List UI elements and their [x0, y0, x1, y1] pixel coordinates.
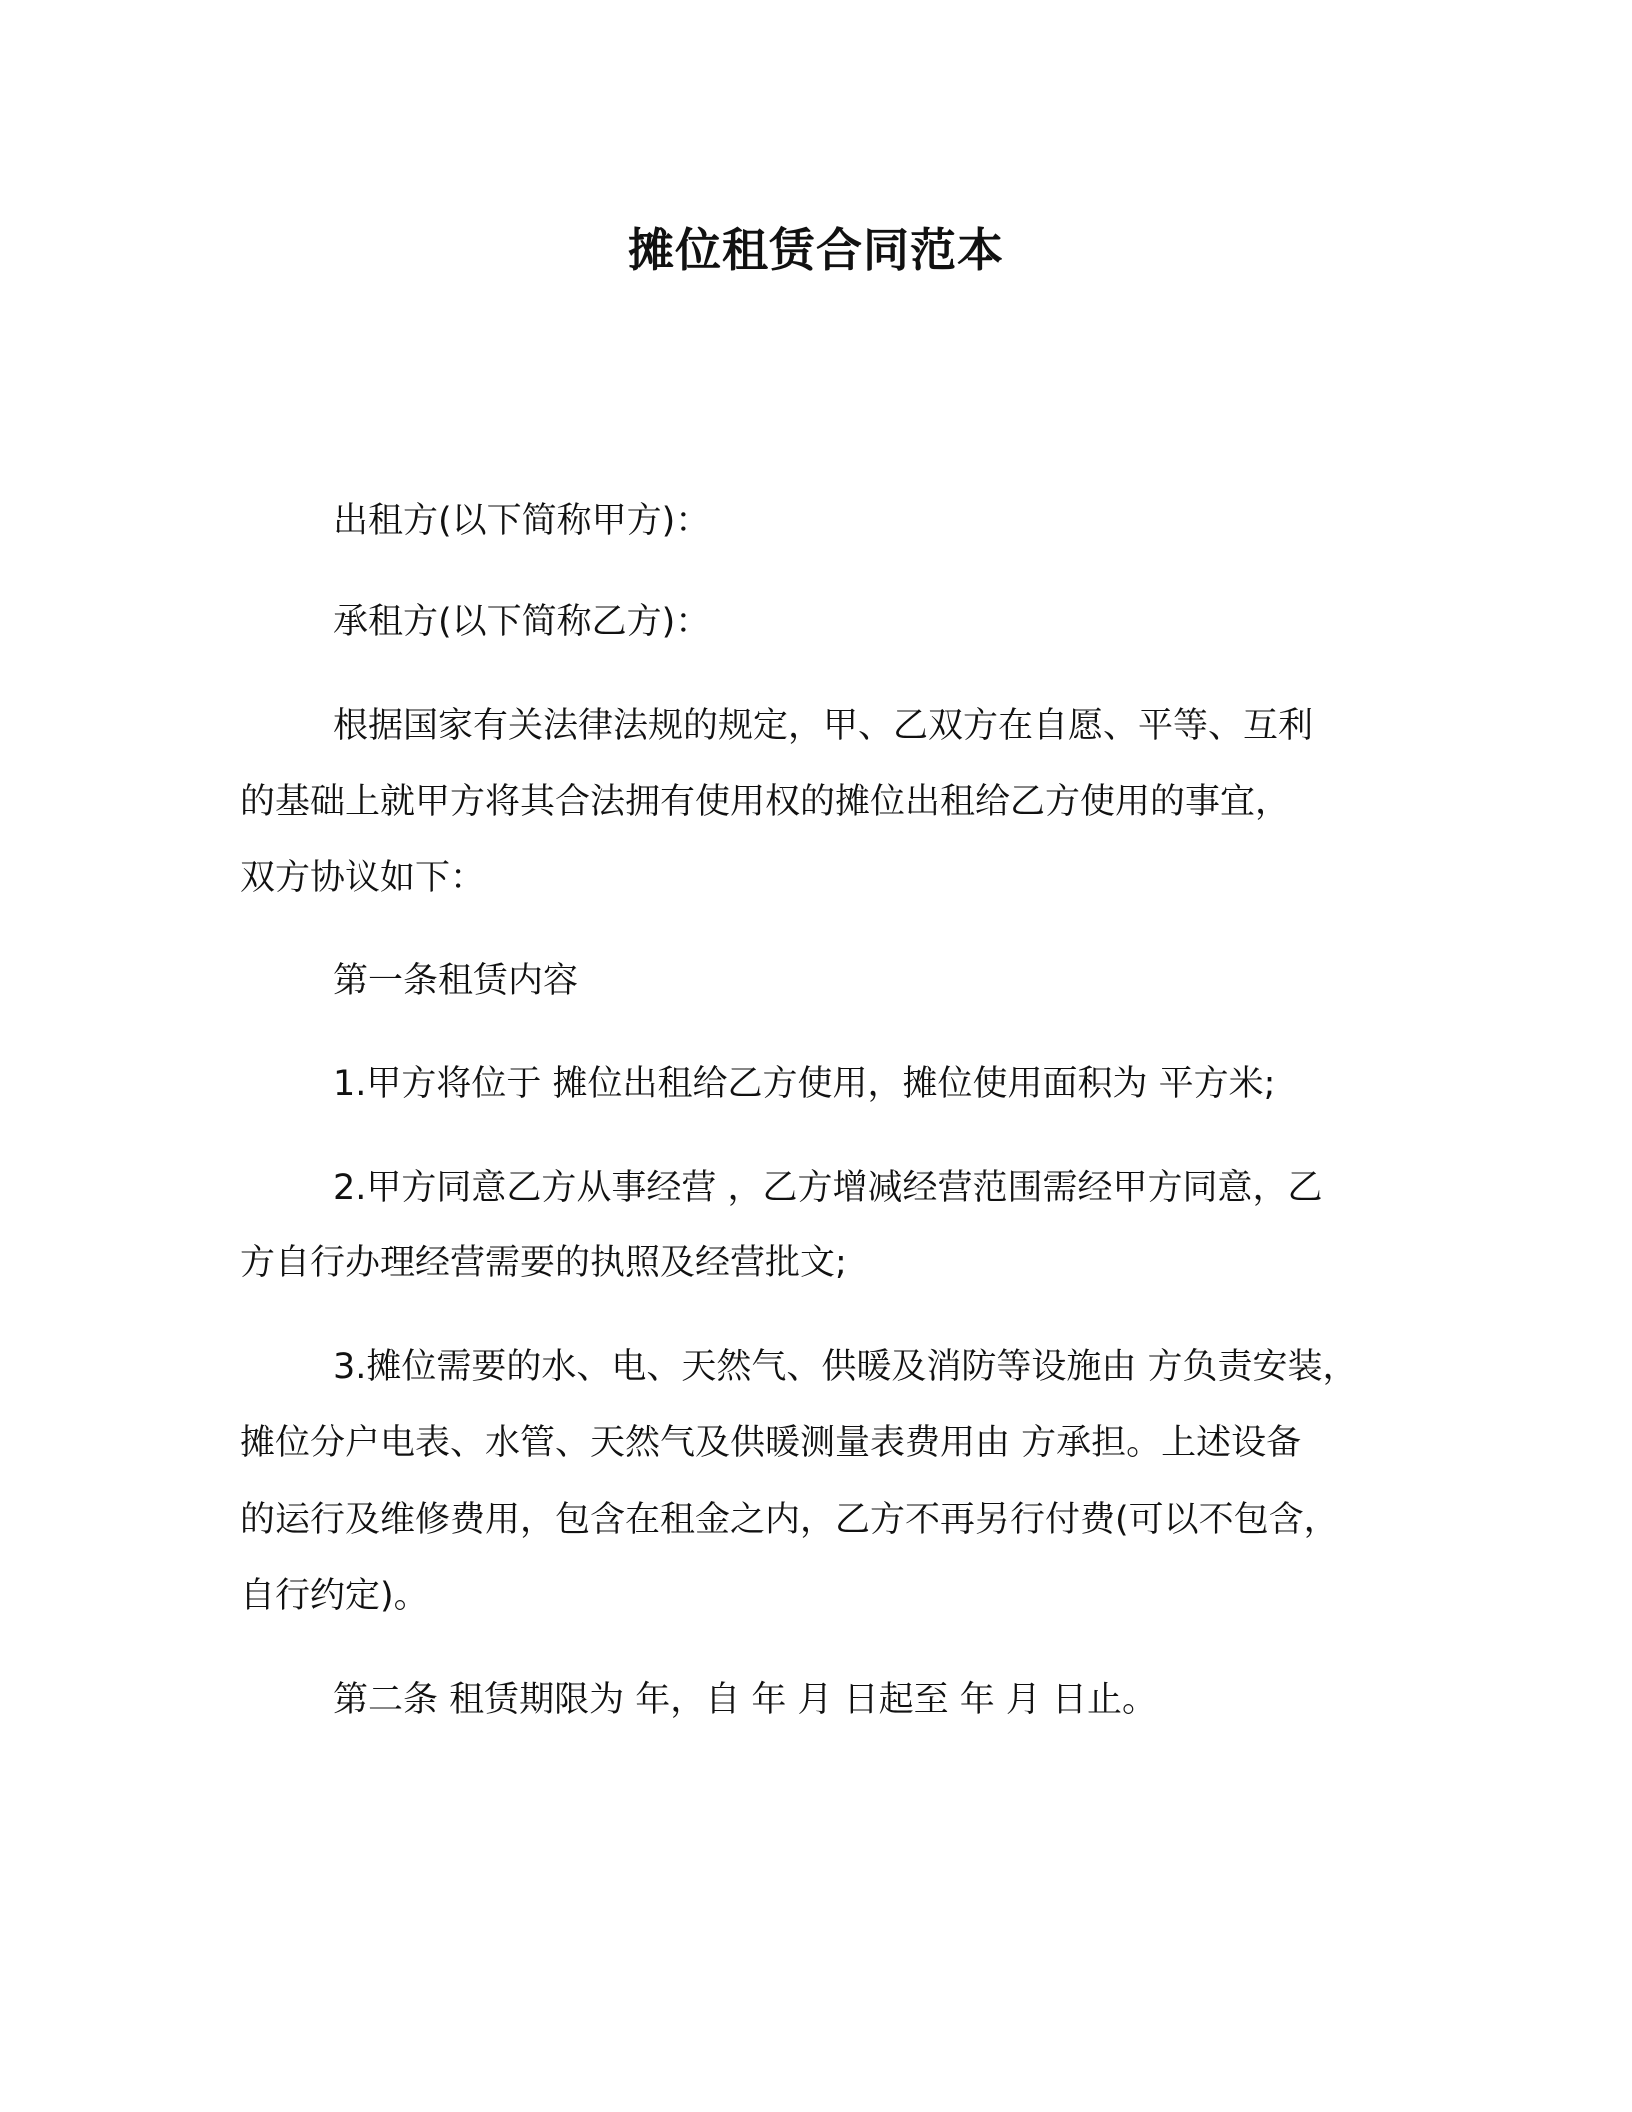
lessor-line: 出租方(以下简称甲方)：: [333, 501, 711, 541]
clause-1-3-line-4: 自行约定)。: [240, 1576, 429, 1616]
clause-1-3-line-2: 摊位分户电表、水管、天然气及供暖测量表费用由 方承担。上述设备: [240, 1423, 1302, 1463]
document-title: 摊位租赁合同范本: [628, 223, 1004, 277]
clause-1-2-line-2: 方自行办理经营需要的执照及经营批文;: [240, 1243, 847, 1283]
preamble-line-1: 根据国家有关法律法规的规定，甲、乙双方在自愿、平等、互利: [333, 706, 1314, 746]
clause-1-1: 1.甲方将位于 摊位出租给乙方使用，摊位使用面积为 平方米;: [333, 1064, 1276, 1104]
preamble-line-3: 双方协议如下：: [240, 858, 486, 898]
clause-1-3-line-3: 的运行及维修费用，包含在租金之内，乙方不再另行付费(可以不包含，: [240, 1500, 1339, 1540]
preamble-line-2: 的基础上就甲方将其合法拥有使用权的摊位出租给乙方使用的事宜，: [240, 782, 1291, 822]
article-1-heading: 第一条租赁内容: [333, 961, 579, 1001]
clause-1-2-line-1: 2.甲方同意乙方从事经营 ，乙方增减经营范围需经甲方同意，乙: [333, 1168, 1323, 1208]
article-2-term: 第二条 租赁期限为 年，自 年 月 日起至 年 月 日止。: [333, 1680, 1158, 1720]
lessee-line: 承租方(以下简称乙方)：: [333, 602, 711, 642]
clause-1-3-line-1: 3.摊位需要的水、电、天然气、供暖及消防等设施由 方负责安装，: [333, 1347, 1358, 1387]
